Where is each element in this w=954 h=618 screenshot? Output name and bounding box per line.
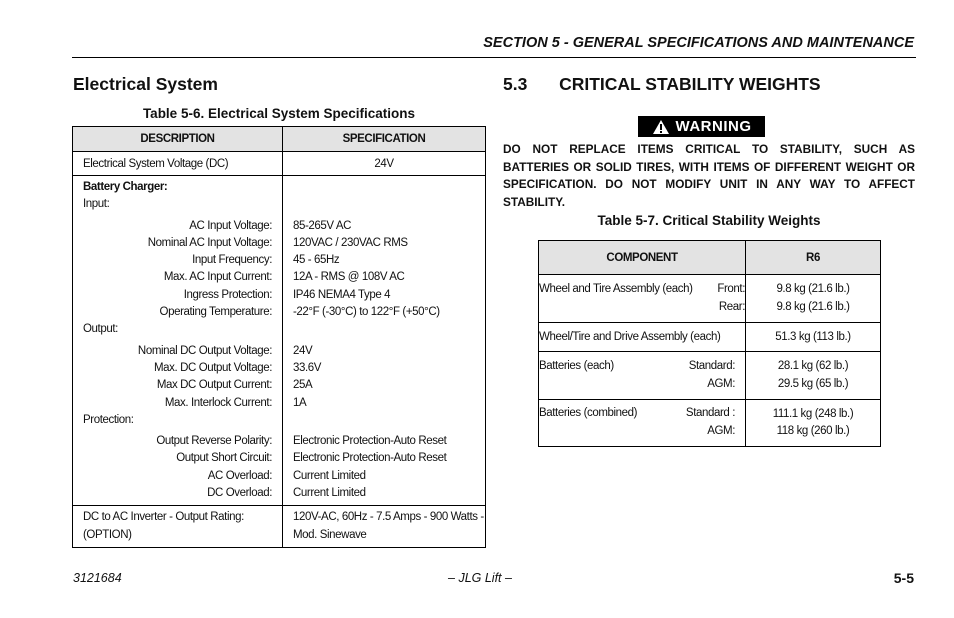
section-header: SECTION 5 - GENERAL SPECIFICATIONS AND MAINTENANCE	[483, 35, 914, 51]
spec-value: 1A	[293, 396, 307, 409]
spec-label: AC Overload:	[207, 469, 272, 482]
spec-label: Output Short Circuit:	[176, 452, 272, 465]
inverter-spec-line: Mod. Sinewave	[293, 528, 367, 541]
table-header-row	[539, 241, 881, 275]
spec-value: 120VAC / 230VAC RMS	[293, 236, 408, 249]
weight-value: 111.1 kg (248 lb.)	[772, 407, 854, 420]
weight-value: 118 kg (260 lb.)	[776, 425, 850, 437]
component-name: Batteries (each)	[539, 359, 614, 372]
weight-value: 29.5 kg (65 lb.)	[777, 377, 849, 390]
document-number: 3121684	[73, 571, 122, 585]
component-sub-label: Rear:	[718, 300, 745, 313]
column-header-model: R6	[746, 241, 881, 275]
component-sub-label: AGM:	[707, 425, 735, 437]
spec-label: Nominal DC Output Voltage:	[137, 344, 272, 357]
inverter-option-line: (OPTION)	[83, 528, 132, 541]
spec-value: 33.6V	[293, 361, 322, 374]
spec-value: Current Limited	[293, 469, 366, 482]
spec-value: 12A - RMS @ 108V AC	[293, 271, 405, 284]
spec-value: 45 - 65Hz	[293, 254, 340, 267]
spec-value: -22°F (-30°C) to 122°F (+50°C)	[293, 306, 440, 319]
charger-specification-cell	[283, 176, 486, 506]
inverter-spec-line: 120V-AC, 60Hz - 7.5 Amps - 900 Watts -	[293, 511, 484, 524]
section-title: CRITICAL STABILITY WEIGHTS	[559, 74, 821, 94]
cell-specification: 24V	[283, 152, 486, 176]
component-name: Batteries (combined)	[539, 407, 638, 419]
table-row	[539, 400, 881, 447]
weight-value: 28.1 kg (62 lb.)	[777, 360, 849, 373]
table-header-row	[73, 127, 486, 152]
input-label: Input:	[83, 198, 110, 211]
page-number: 5-5	[893, 570, 914, 586]
spec-value: 25A	[293, 379, 313, 392]
spec-label: AC Input Voltage:	[189, 219, 272, 232]
electrical-system-heading: Electrical System	[73, 74, 218, 94]
warning-label: WARNING	[675, 118, 752, 135]
weight-cell	[746, 275, 881, 323]
column-header-component: COMPONENT	[539, 241, 746, 275]
component-sub-label: Front:	[717, 282, 745, 295]
spec-value: Electronic Protection-Auto Reset	[293, 435, 447, 448]
stability-table-caption: Table 5-7. Critical Stability Weights	[597, 213, 821, 228]
component-cell	[539, 352, 746, 400]
stability-weights-table	[538, 240, 881, 447]
spec-label: Max DC Output Current:	[156, 379, 272, 392]
electrical-table-caption: Table 5-6. Electrical System Specifications	[142, 106, 416, 121]
spec-label: Ingress Protection:	[183, 288, 272, 301]
inverter-description-line: DC to AC Inverter - Output Rating:	[83, 511, 244, 524]
table-row	[539, 323, 881, 352]
spec-value: 24V	[293, 344, 313, 357]
component-sub-label: Standard :	[685, 407, 735, 419]
spec-value: 85-265V AC	[293, 219, 352, 232]
spec-label: Max. Interlock Current:	[164, 396, 272, 409]
electrical-specifications-table	[72, 126, 486, 548]
component-sub-label: AGM:	[707, 377, 735, 390]
inverter-description-cell	[73, 506, 283, 548]
table-row-inverter	[73, 506, 486, 548]
spec-label: Input Frequency:	[192, 254, 272, 267]
cell-description: Electrical System Voltage (DC)	[73, 152, 283, 176]
component-cell: Wheel/Tire and Drive Assembly (each)	[539, 323, 746, 352]
weight-value: 9.8 kg (21.6 lb.)	[776, 283, 850, 296]
component-name: Wheel and Tire Assembly (each)	[539, 282, 693, 295]
stability-weights-heading	[503, 74, 821, 95]
component-cell	[539, 400, 746, 447]
table-row	[73, 152, 486, 176]
spec-label: DC Overload:	[207, 487, 272, 500]
table-row-battery-charger	[73, 176, 486, 506]
spec-label: Nominal AC Input Voltage:	[147, 236, 272, 249]
inverter-specification-cell	[283, 506, 486, 548]
charger-description-cell	[73, 176, 283, 506]
warning-badge	[638, 116, 765, 137]
weight-value: 9.8 kg (21.6 lb.)	[776, 300, 850, 313]
spec-label: Output Reverse Polarity:	[156, 435, 272, 448]
spec-value: Current Limited	[293, 487, 366, 500]
weight-cell	[746, 352, 881, 400]
spec-value: Electronic Protection-Auto Reset	[293, 452, 447, 465]
protection-label: Protection:	[83, 413, 134, 426]
component-sub-label: Standard:	[688, 359, 735, 372]
table-row	[539, 275, 881, 323]
footer-brand: – JLG Lift –	[448, 571, 512, 585]
column-header-description: DESCRIPTION	[73, 127, 283, 152]
spec-label: Max. AC Input Current:	[163, 271, 272, 284]
spec-label: Max. DC Output Voltage:	[153, 361, 272, 374]
spec-value: IP46 NEMA4 Type 4	[293, 288, 391, 301]
table-row	[539, 352, 881, 400]
weight-cell	[746, 400, 881, 447]
warning-message: DO NOT REPLACE ITEMS CRITICAL TO STABILITY, SUCH AS BATTERIES OR SOLID TIRES, WITH ITEMS OF DIFFERENT WEIGHT OR SPECIFICATION. DO NOT MODIFY UNIT IN ANY WAY TO AFFECT STABILITY.	[503, 142, 915, 209]
output-label: Output:	[83, 323, 118, 336]
spec-label: Operating Temperature:	[159, 306, 272, 319]
column-header-specification: SPECIFICATION	[283, 127, 486, 152]
section-number: 5.3	[503, 74, 528, 94]
warning-triangle-icon	[652, 119, 670, 135]
component-cell	[539, 275, 746, 323]
weight-value: 51.3 kg (113 lb.)	[746, 323, 881, 352]
header-rule	[72, 57, 916, 58]
charger-title: Battery Charger:	[83, 181, 168, 193]
